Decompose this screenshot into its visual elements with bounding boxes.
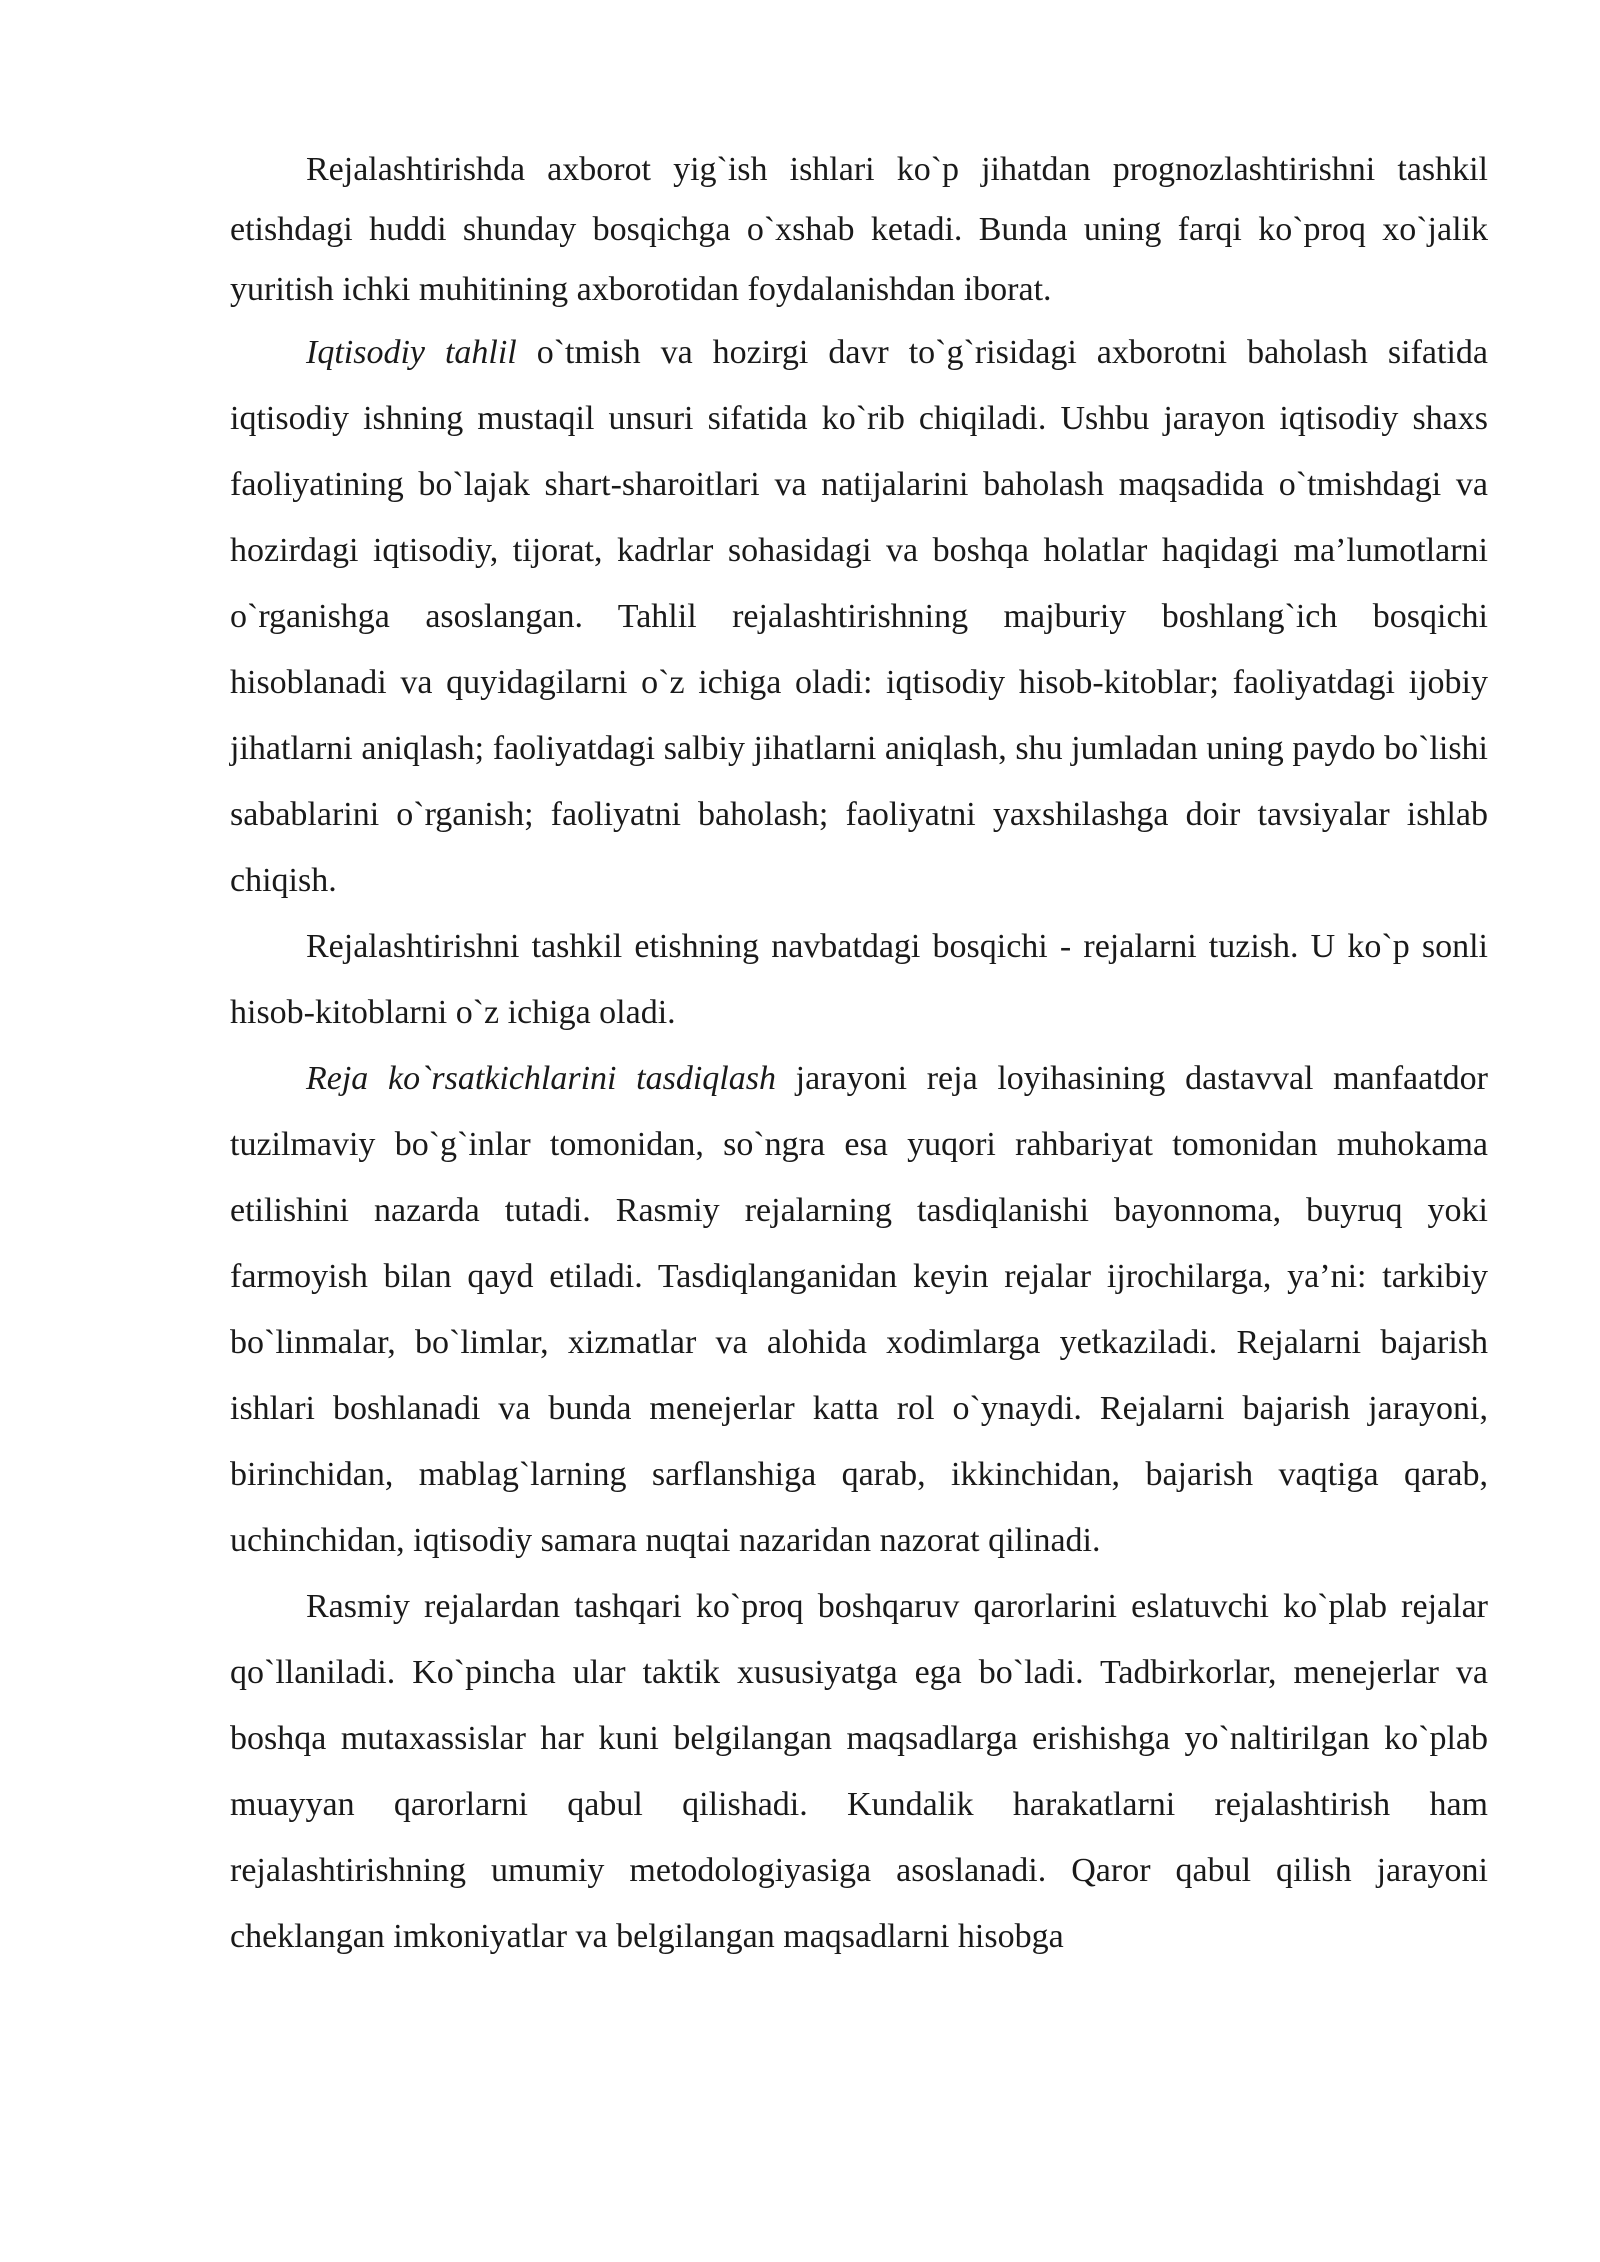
paragraph-text: Rejalashtirishni tashkil etishning navbatdagi bosqichi - rejalarni tuzish. U ko`p sonli hisob-kitoblarni o`z ichiga oladi. <box>230 928 1488 1031</box>
paragraph-information-gathering <box>230 140 1488 320</box>
paragraph-text: Rasmiy rejalardan tashqari ko`proq boshqaruv qarorlarini eslatuvchi ko`plab rejalar qo`llaniladi. Ko`pincha ular taktik xususiyatga ega bo`ladi. Tadbirkorlar, menejerlar va boshqa mutaxassislar har kuni belgilangan maqsadlarga erishishga yo`naltirilgan ko`plab muayyan qarorlarni qabul qilishadi. Kundalik harakatlarni rejalashtirish ham rejalashtirishning umumiy metodologiyasiga asoslanadi. Qaror qabul qilish jarayoni cheklangan imkoniyatlar va belgilangan maqsadlarni hisobga <box>230 1588 1488 1955</box>
italic-term-plan-approval: Reja ko`rsatkichlarini tasdiqlash <box>306 1060 776 1097</box>
paragraph-text: jarayoni reja loyihasining dastavval manfaatdor tuzilmaviy bo`g`inlar tomonidan, so`ngra esa yuqori rahbariyat tomonidan muhokama etilishini nazarda tutadi. Rasmiy rejalarning tasdiqlanishi bayonnoma, buyruq yoki farmoyish bilan qayd etiladi. Tasdiqlanganidan keyin rejalar ijrochilarga, ya’ni: tarkibiy bo`linmalar, bo`limlar, xizmatlar va alohida xodimlarga yetkaziladi. Rejalarni bajarish ishlari boshlanadi va bunda menejerlar katta rol o`ynaydi. Rejalarni bajarish jarayoni, birinchidan, mablag`larning sarflanshiga qarab, ikkinchidan, bajarish vaqtiga qarab, uchinchidan, iqtisodiy samara nuqtai nazaridan nazorat qilinadi. <box>230 1060 1488 1559</box>
paragraph-text: Rejalashtirishda axborot yig`ish ishlari ko`p jihatdan prognozlashtirishni tashkil etishdagi huddi shunday bosqichga o`xshab ketadi. Bunda uning farqi ko`proq xo`jalik yuritish ichki muhitining axborotidan foydalanishdan iborat. <box>230 151 1488 308</box>
paragraph-plan-drafting <box>230 914 1488 1046</box>
italic-term-economic-analysis: Iqtisodiy tahlil <box>306 334 517 371</box>
paragraph-text: o`tmish va hozirgi davr to`g`risidagi axborotni baholash sifatida iqtisodiy ishning mustaqil unsuri sifatida ko`rib chiqiladi. Ushbu jarayon iqtisodiy shaxs faoliyatining bo`lajak shart-sharoitlari va natijalarini baholash maqsadida o`tmishdagi va hozirdagi iqtisodiy, tijorat, kadrlar sohasidagi va boshqa holatlar haqidagi ma’lumotlarni o`rganishga asoslangan. Tahlil rejalashtirishning majburiy boshlang`ich bosqichi hisoblanadi va quyidagilarni o`z ichiga oladi: iqtisodiy hisob-kitoblar; faoliyatdagi ijobiy jihatlarni aniqlash; faoliyatdagi salbiy jihatlarni aniqlash, shu jumladan uning paydo bo`lishi sabablarini o`rganish; faoliyatni baholash; faoliyatni yaxshilashga doir tavsiyalar ishlab chiqish. <box>230 334 1488 899</box>
paragraph-informal-plans <box>230 1574 1488 1970</box>
paragraph-plan-approval <box>230 1046 1488 1574</box>
paragraph-economic-analysis <box>230 320 1488 914</box>
body-text <box>230 140 1488 1970</box>
